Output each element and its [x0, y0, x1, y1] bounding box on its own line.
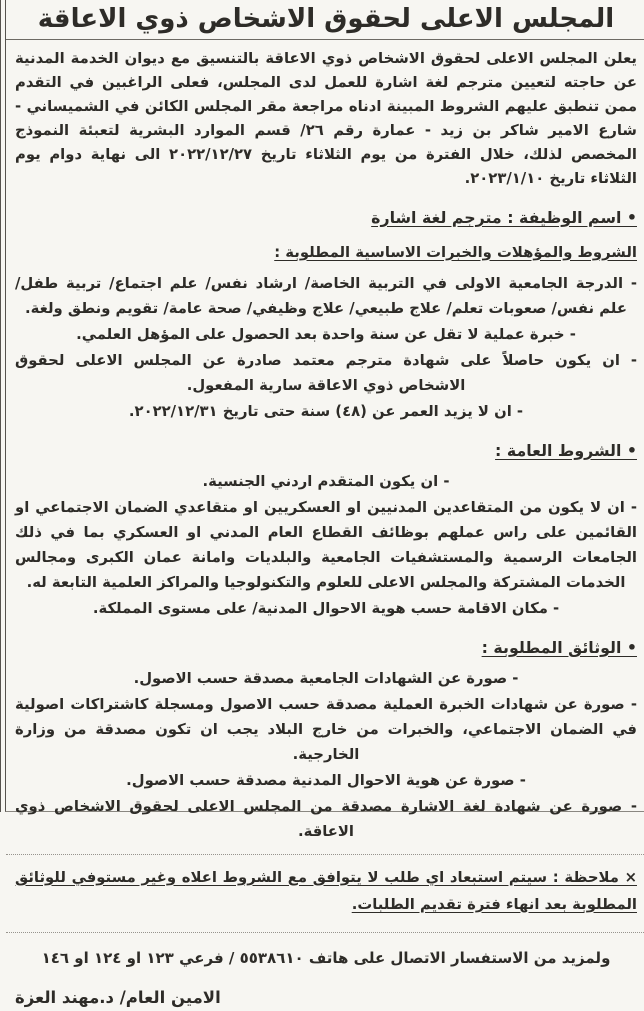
note-paragraph: × ملاحظة : سيتم استبعاد اي طلب لا يتوافق مع الشروط اعلاه وغير مستوفي للوثائق المطلوبة بعد انهاء فترة تقديم الطلبات. [15, 868, 637, 913]
section-divider [6, 854, 644, 855]
section-general-conditions [15, 440, 637, 621]
section-divider [6, 932, 644, 933]
section-heading-job-name: • اسم الوظيفة : مترجم لغة اشارة [371, 207, 637, 227]
signature-line: الامين العام/ د.مهند العزة [15, 988, 221, 1008]
list-item: - صورة عن الشهادات الجامعية مصدقة حسب الاصول. [133, 669, 519, 687]
list-item: - ان يكون حاصلاً على شهادة مترجم معتمد صادرة عن المجلس الاعلى لحقوق الاشخاص ذوي الاعاقة سارية المفعول. [15, 351, 637, 394]
page-frame [5, 0, 644, 1008]
list-item: - صورة عن شهادة لغة الاشارة مصدقة من المجلس الاعلى لحقوق الاشخاص ذوي الاعاقة. [15, 797, 637, 840]
section-required-documents [15, 637, 637, 844]
required-documents-list [15, 666, 637, 844]
title-divider [6, 39, 644, 40]
list-item: - ان لا يزيد العمر عن (٤٨) سنة حتى تاريخ ٢٠٢٢/١٢/٣١. [128, 402, 524, 420]
contact-phone-line: ولمزيد من الاستفسار الاتصال على هاتف ٥٥٣٨٦١٠ / فرعي ١٢٣ او ١٢٤ او ١٤٦ [41, 949, 611, 968]
list-item: - صورة عن هوية الاحوال المدنية مصدقة حسب الاصول. [126, 771, 526, 789]
list-item: - الدرجة الجامعية الاولى في التربية الخاصة/ ارشاد نفس/ علم اجتماع/ تربية طفل/ علم نفس/ صعوبات تعلم/ علاج طبيعي/ علاج وظيفي/ صحة عامة/ تقويم ونطق ولغة. [15, 274, 637, 317]
list-item: - ان لا يكون من المتقاعدين المدنيين او العسكريين او متقاعدي الضمان الاجتماعي او القائمين على راس عملهم بوظائف القطاع العام المدني او العسكري بما في ذلك الجامعات الرسمية والمستشفيات الجامعية والبلديات وامانة عمان الكبرى ومجالس الخدمات المشتركة والمجلس الاعلى للعلوم والتكنولوجيا والمراكز العلمية التابعة له. [15, 498, 637, 591]
intro-paragraph: يعلن المجلس الاعلى لحقوق الاشخاص ذوي الاعاقة بالتنسيق مع ديوان الخدمة المدنية عن حاجته لتعيين مترجم لغة اشارة للعمل لدى المجلس، فعلى الراغبين في التقدم ممن تنطبق عليهم الشروط المبينة ادناه مراجعة مقر المجلس الكائن في الشميساني - شارع الامير شاكر بن زيد - عمارة رقم ٢٦/ قسم الموارد البشرية لتعبئة النموذج المخصص لذلك، خلال الفترة من يوم الثلاثاء تاريخ ٢٠٢٢/١٢/٢٧ الى نهاية دوام يوم الثلاثاء تاريخ ٢٠٢٣/١/١٠. [15, 49, 637, 187]
section-heading-required-documents: • الوثائق المطلوبة : [481, 637, 637, 657]
page-title: المجلس الاعلى لحقوق الاشخاص ذوي الاعاقة [37, 4, 615, 34]
qualifications-list [15, 271, 637, 424]
list-item: - مكان الاقامة حسب هوية الاحوال المدنية/ على مستوى المملكة. [92, 599, 560, 617]
section-subheading-qualifications: الشروط والمؤهلات والخبرات الاساسية المطلوبة : [274, 243, 637, 261]
section-heading-general-conditions: • الشروط العامة : [495, 440, 637, 460]
list-item: - صورة عن شهادات الخبرة العملية مصدقة حسب الاصول ومسجلة كاشتراكات اصولية في الضمان الاجتماعي، والخبرات من خارج البلاد يجب ان تكون مصدقة من وزارة الخارجية. [15, 695, 637, 763]
list-item: - ان يكون المتقدم اردني الجنسية. [202, 472, 450, 490]
section-job-name [15, 207, 637, 424]
list-item: - خبرة عملية لا تقل عن سنة واحدة بعد الحصول على المؤهل العلمي. [76, 325, 576, 343]
general-conditions-list [15, 469, 637, 621]
